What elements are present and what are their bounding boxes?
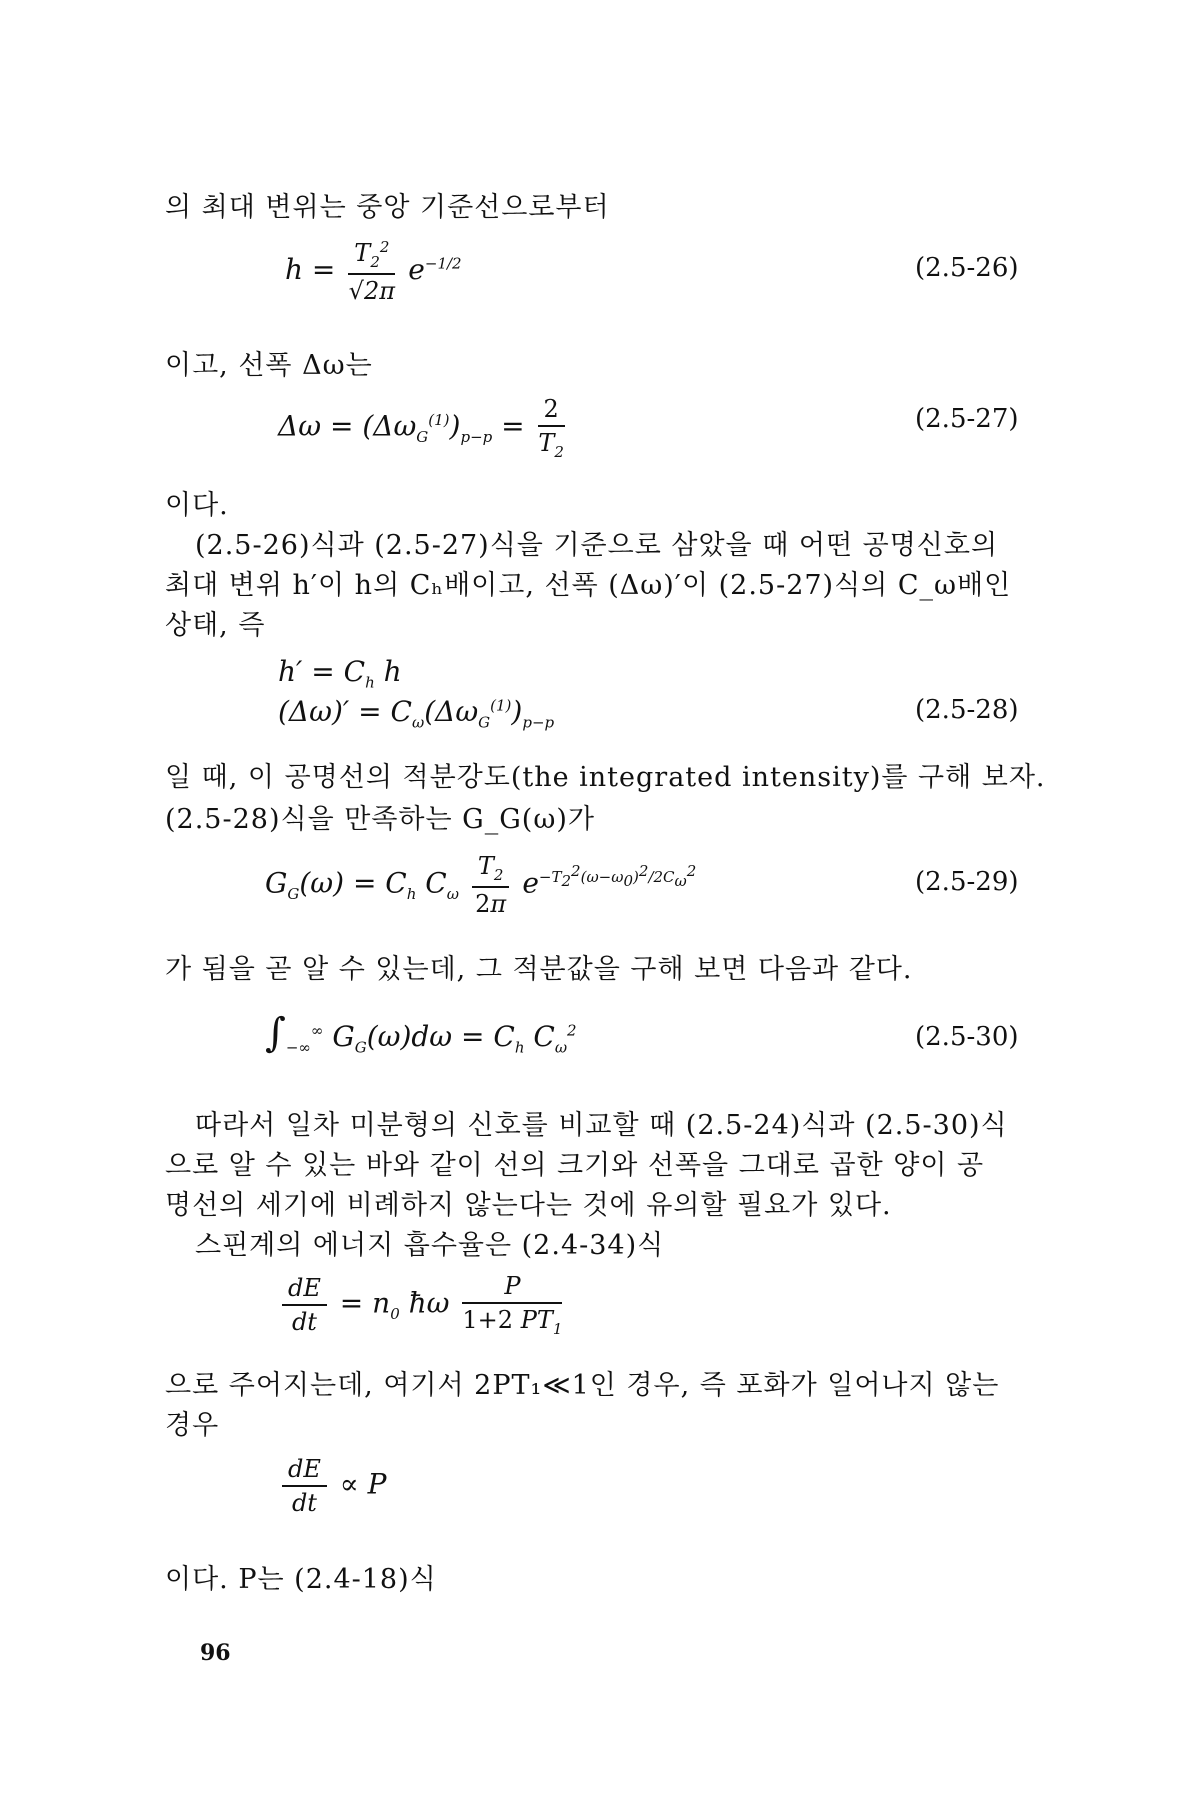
fraction: $\frac{T_2^2}{√2\pi}$ bbox=[348, 238, 396, 305]
fraction: $\frac{dE}{dt}$ bbox=[282, 1455, 327, 1517]
fraction: $\frac{T_2}{2\pi}$ bbox=[472, 852, 510, 918]
equation-2-5-26: h = $\frac{T_2^2}{√2\pi}$ $e^{-1/2}$ bbox=[285, 238, 462, 305]
text-line-3: 이다. bbox=[165, 490, 229, 521]
equation-absorption-rate: $\frac{dE}{dt}$ = $n_0$ ħω $\frac{P}{1+2 PT_1}$ bbox=[278, 1272, 566, 1338]
page-number: 96 bbox=[200, 1640, 231, 1666]
equation-2-5-28a: $h' = C_h$ h bbox=[278, 655, 402, 692]
text-line-11: 으로 알 수 있는 바와 같이 선의 크기와 선폭을 그대로 곱한 양이 공 bbox=[165, 1150, 985, 1181]
text-line-1: 의 최대 변위는 중앙 기준선으로부터 bbox=[165, 192, 610, 223]
equation-2-5-30: $\int_{-\infty}^\infty$ $G_G(\omega)d\omega = C_h$ $C_\omega^2$ bbox=[265, 1010, 577, 1057]
text-line-16: 이다. P는 (2.4-18)식 bbox=[165, 1564, 437, 1595]
equation-number: (2.5-27) bbox=[915, 404, 1019, 434]
fraction: $\frac{P}{1+2 PT_1}$ bbox=[462, 1272, 563, 1338]
text-line-10: 따라서 일차 미분형의 신호를 비교할 때 (2.5-24)식과 (2.5-30)식 bbox=[195, 1110, 1008, 1141]
text-line-8: (2.5-28)식을 만족하는 G_G(ω)가 bbox=[165, 804, 595, 835]
text-line-4: (2.5-26)식과 (2.5-27)식을 기준으로 삼았을 때 어떤 공명신호의 bbox=[195, 530, 999, 561]
text-line-2: 이고, 선폭 Δω는 bbox=[165, 350, 373, 381]
equation-number: (2.5-30) bbox=[915, 1022, 1019, 1052]
equation-number: (2.5-28) bbox=[915, 695, 1019, 725]
fraction: $\frac{dE}{dt}$ bbox=[282, 1274, 327, 1336]
equation-2-5-28b: $(\Delta\omega)' = C_\omega(\Delta\omega_G^{(1)})_{p-p}$ bbox=[278, 695, 555, 732]
text-line-14: 으로 주어지는데, 여기서 2PT₁≪1인 경우, 즉 포화가 일어나지 않는 bbox=[165, 1370, 1000, 1401]
equation-proportional: $\frac{dE}{dt}$ ∝ P bbox=[278, 1455, 387, 1517]
text-line-9: 가 됨을 곧 알 수 있는데, 그 적분값을 구해 보면 다음과 같다. bbox=[165, 954, 913, 985]
text-line-12: 명선의 세기에 비례하지 않는다는 것에 유의할 필요가 있다. bbox=[165, 1190, 892, 1221]
equation-number: (2.5-26) bbox=[915, 253, 1019, 283]
text-line-13: 스핀계의 에너지 흡수율은 (2.4-34)식 bbox=[195, 1230, 665, 1261]
text-line-7: 일 때, 이 공명선의 적분강도(the integrated intensity)를 구해 보자. bbox=[165, 762, 1046, 793]
fraction: $\frac{2}{T_2}$ bbox=[538, 395, 564, 461]
text-line-6: 상태, 즉 bbox=[165, 610, 266, 641]
equation-2-5-29: $G_G(\omega) = C_h$ $C_\omega$ $\frac{T_2}{2\pi}$ $e^{-T_2^2(\omega-\omega_0)^2/2C_\omega^2}$ bbox=[265, 852, 697, 918]
equation-2-5-27: $\Delta\omega = (\Delta\omega_G^{(1)})_{p-p}$ = $\frac{2}{T_2}$ bbox=[278, 395, 564, 461]
equation-number: (2.5-29) bbox=[915, 867, 1019, 897]
text-line-15: 경우 bbox=[165, 1410, 220, 1441]
text-line-5: 최대 변위 h′이 h의 Cₕ배이고, 선폭 (Δω)′이 (2.5-27)식의 C_ω배인 bbox=[165, 570, 1012, 601]
